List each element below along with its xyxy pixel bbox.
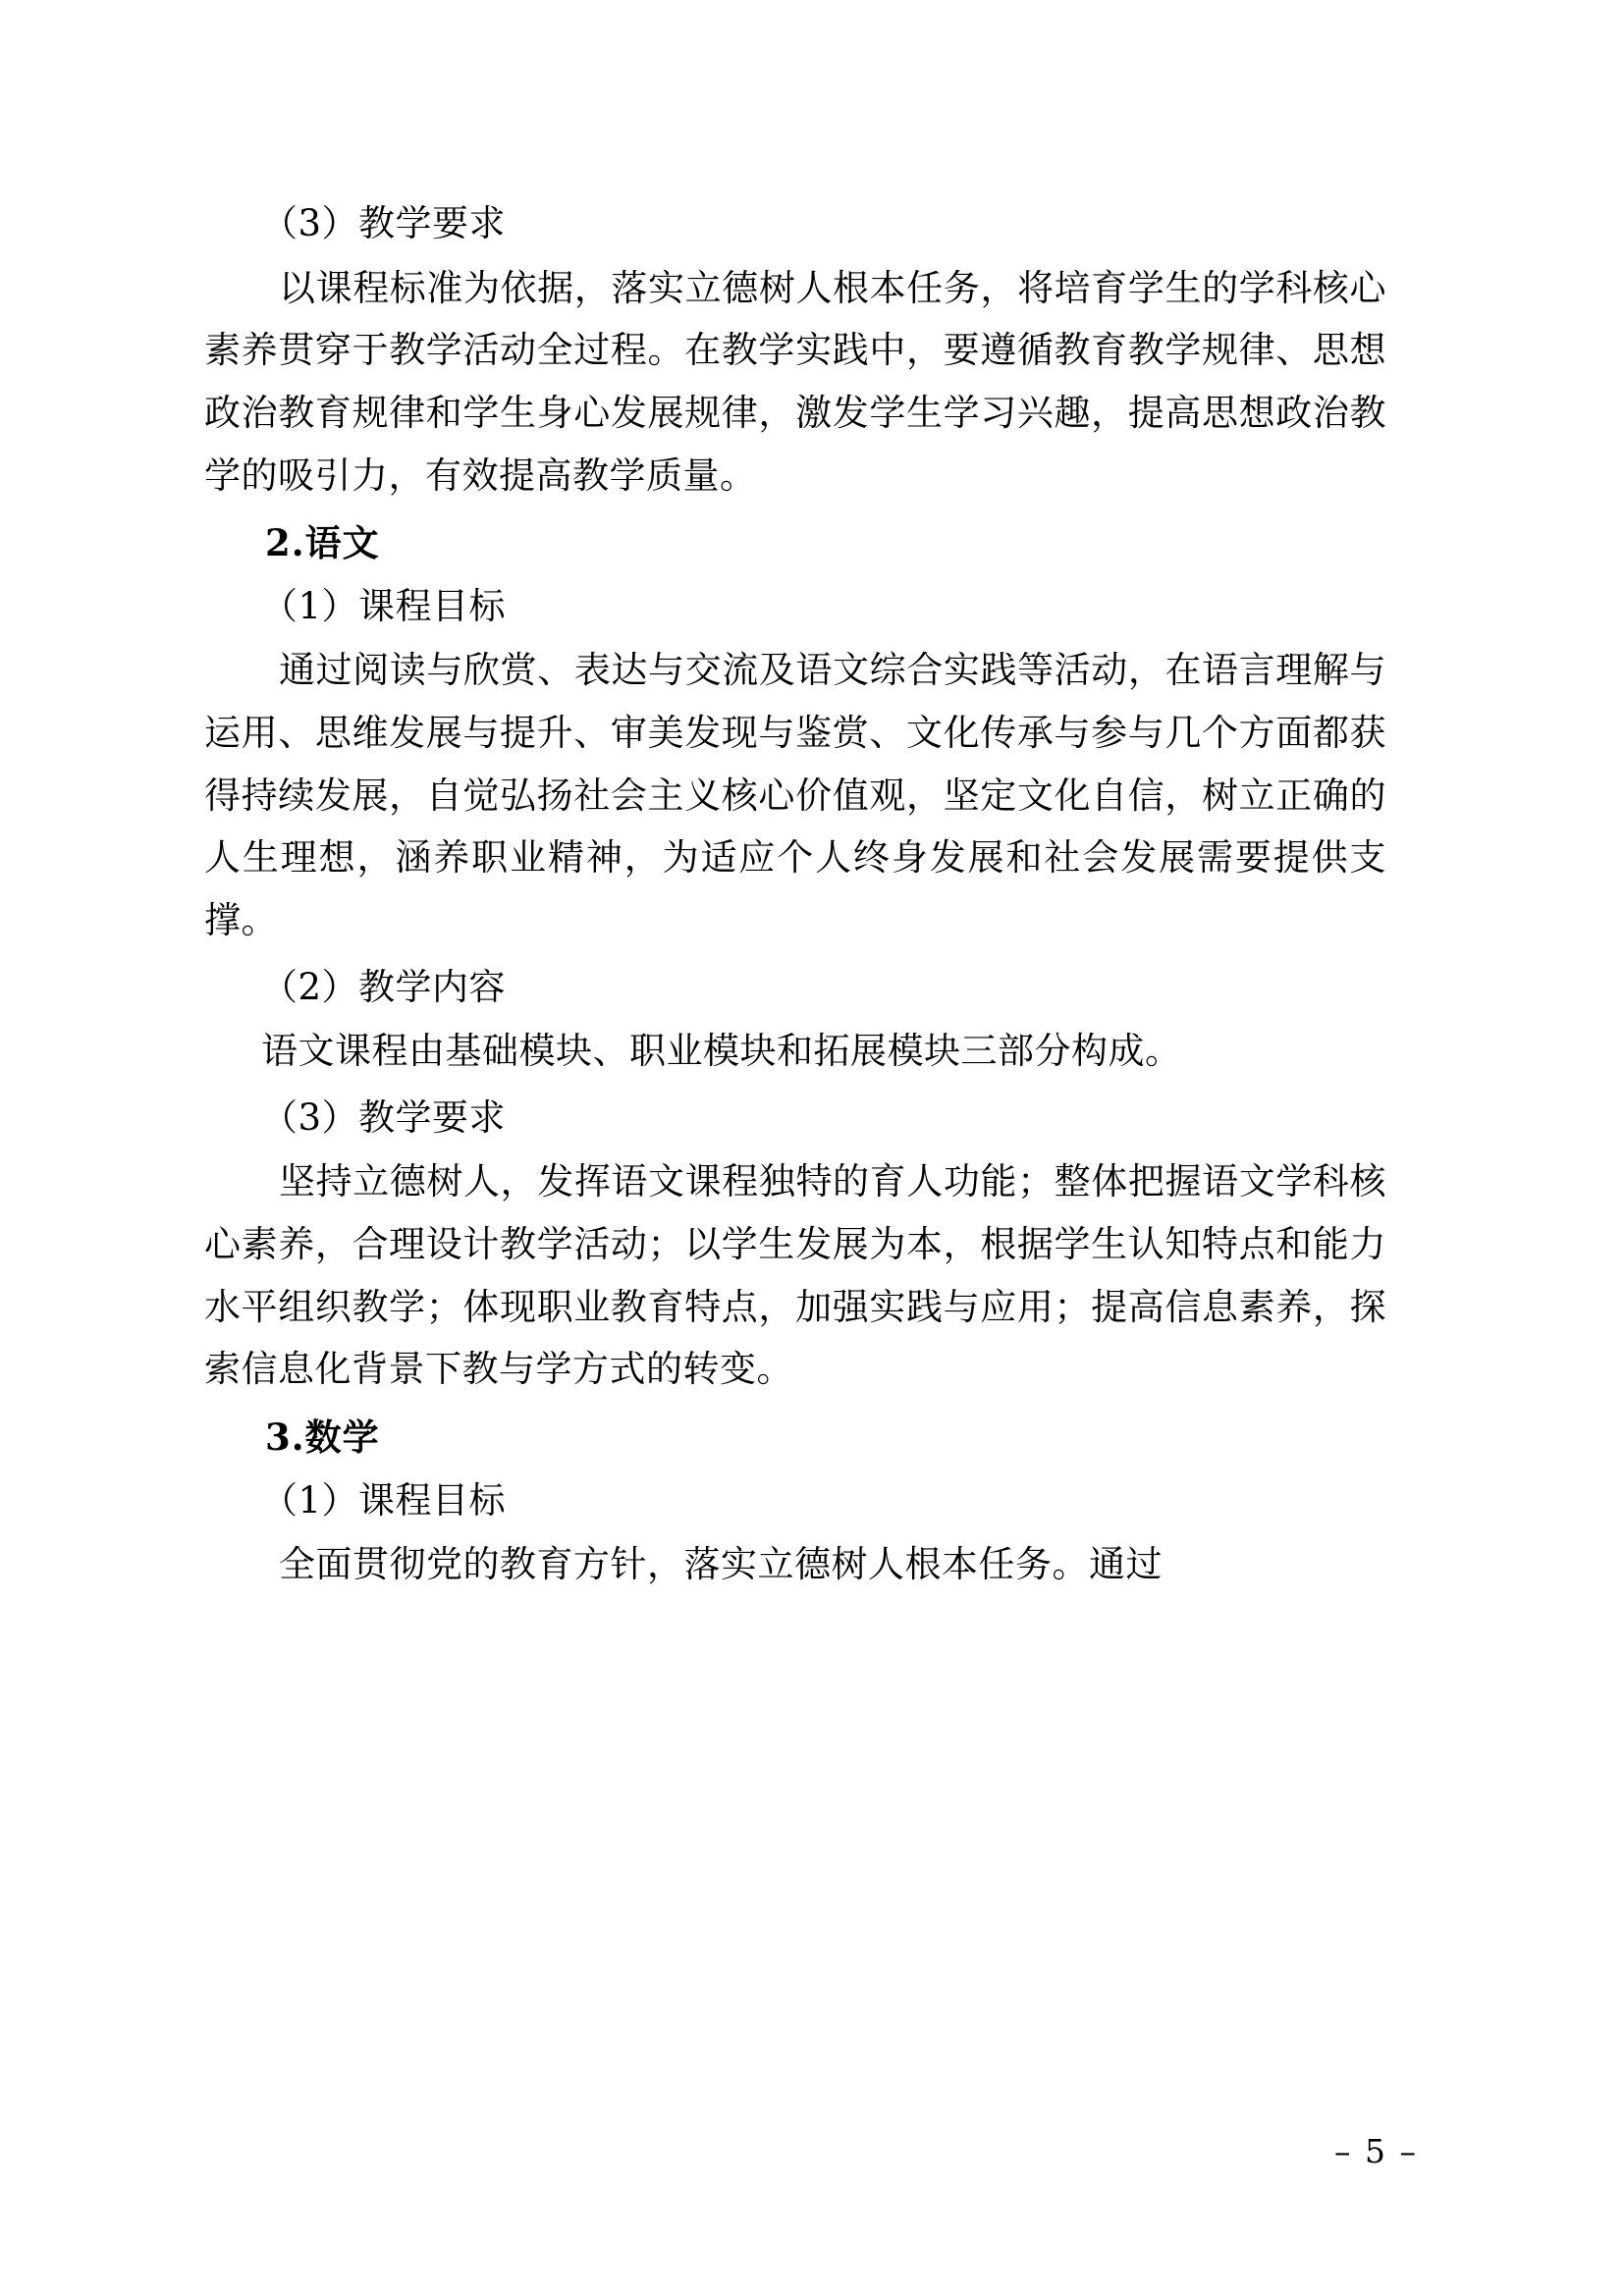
section-heading-mathematics: 3.数学: [265, 1415, 380, 1459]
section-heading-chinese: 2.语文: [265, 521, 380, 565]
subsection-heading-course-objectives-mathematics: （1）课程目标: [261, 1478, 507, 1522]
paragraph-teaching-requirements-politics: 以课程标准为依据，落实立德树人根本任务，将培育学生的学科核心素养贯穿于教学活动全过程。在教学实践中，要遵循教育教学规律、思想政治教育规律和学生身心发展规律，激发学生学习兴趣，提高思想政治教学的吸引力，有效提高教学质量。: [204, 266, 1386, 497]
subsection-heading-teaching-requirements-chinese: （3）教学要求: [261, 1095, 507, 1139]
subsection-heading-course-objectives-chinese: （1）课程目标: [261, 584, 507, 627]
paragraph-teaching-content-chinese: 语文课程由基础模块、职业模块和拓展模块三部分构成。: [261, 1030, 1182, 1073]
paragraph-course-objectives-mathematics: 全面贯彻党的教育方针，落实立德树人根本任务。通过: [279, 1543, 1163, 1586]
subsection-heading-teaching-content-chinese: （2）教学内容: [261, 965, 507, 1008]
page-content: [204, 192, 1386, 1598]
paragraph-teaching-requirements-chinese: 坚持立德树人，发挥语文课程独特的育人功能；整体把握语文学科核心素养，合理设计教学活动；以学生发展为本，根据学生认知特点和能力水平组织教学；体现职业教育特点，加强实践与应用；提高信息素养，探索信息化背景下教与学方式的转变。: [204, 1160, 1386, 1391]
paragraph-course-objectives-chinese: 通过阅读与欣赏、表达与交流及语文综合实践等活动，在语言理解与运用、思维发展与提升、审美发现与鉴赏、文化传承与参与几个方面都获得持续发展，自觉弘扬社会主义核心价值观，坚定文化自信，树立正确的人生理想，涵养职业精神，为适应个人终身发展和社会发展需要提供支撑。: [204, 649, 1386, 941]
page-number: – 5 –: [1334, 2132, 1418, 2170]
subsection-heading-teaching-requirements-1: （3）教学要求: [261, 202, 507, 244]
